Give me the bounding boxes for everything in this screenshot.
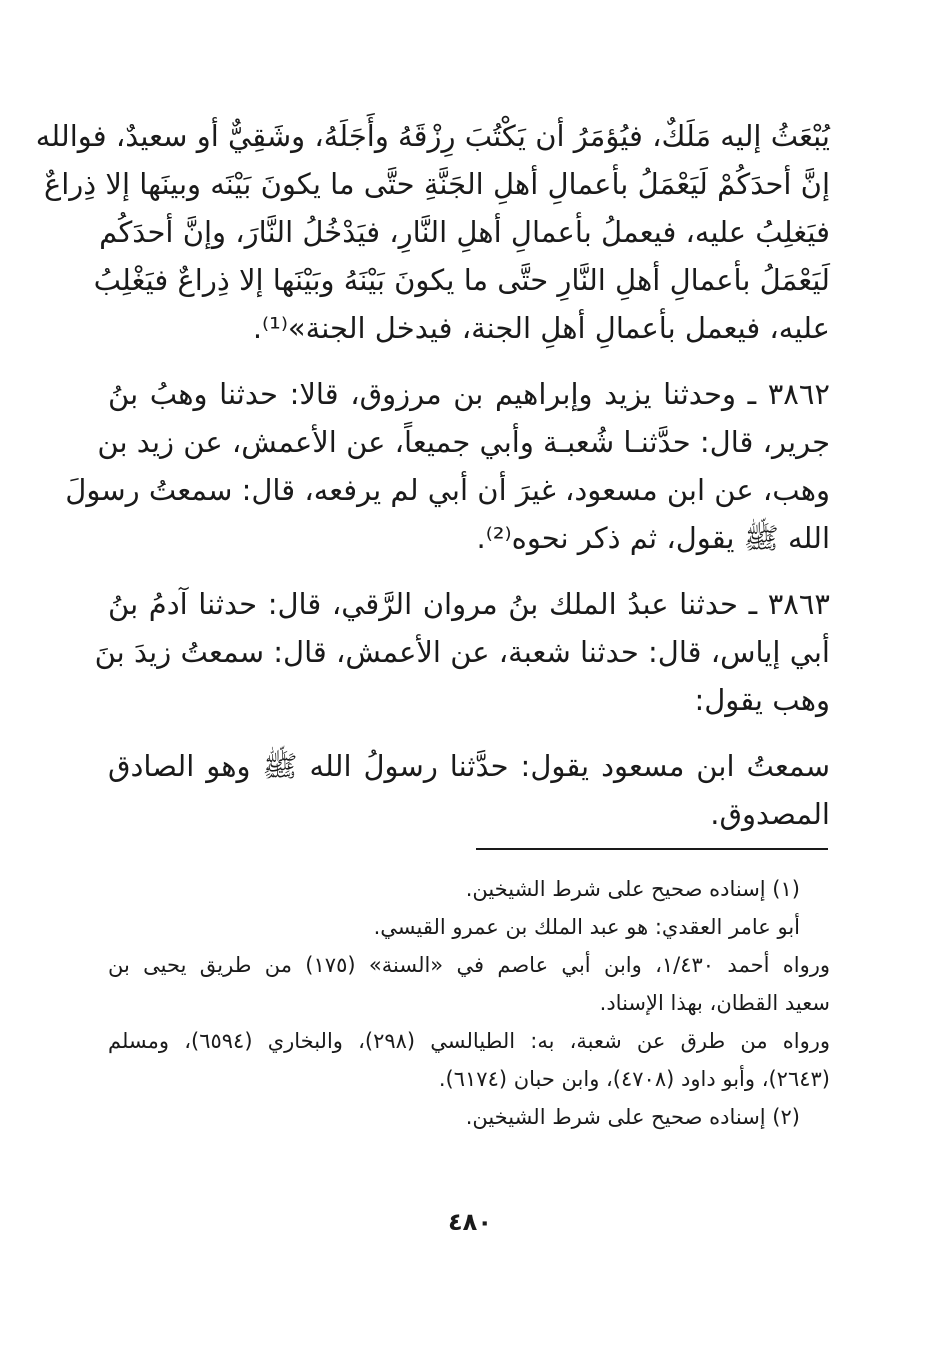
footnote-separator bbox=[476, 848, 828, 850]
text-line: وهب يقول: bbox=[694, 683, 830, 717]
paragraph-continuation bbox=[35, 112, 830, 352]
footnote-1: (١) إسناده صحيح على شرط الشيخين. bbox=[465, 877, 800, 901]
hadith-3862 bbox=[65, 370, 830, 562]
footnotes-block bbox=[108, 870, 830, 1136]
text-line: لَيَعْمَلُ بأعمالِ أهلِ النَّارِ حتَّى ما يكونَ بَيْنَهُ وبَيْنَها إلا ذِراعٌ فيَغْلِبُ bbox=[93, 263, 830, 297]
footnote-line: ورواه من طرق عن شعبة، به: الطيالسي (٢٩٨)، والبخاري (٦٥٩٤)، ومسلم bbox=[108, 1029, 831, 1053]
main-text-block bbox=[35, 112, 830, 838]
text-line: الله ﷺ يقول، ثم ذكر نحوه⁽²⁾. bbox=[476, 521, 830, 555]
text-line: سمعتُ ابن مسعود يقول: حدَّثنا رسولُ الله ﷺ وهو الصادق bbox=[108, 749, 830, 783]
text-line: جرير، قال: حدَّثنـا شُعبـة وأبي جميعاً، عن الأعمش، عن زيد بن bbox=[97, 425, 830, 459]
text-line: إنَّ أحدَكُمْ لَيَعْمَلُ بأعمالِ أهلِ الجَنَّةِ حتَّى ما يكونَ بَيْنَه وبينَها إلا ذِراعٌ bbox=[43, 167, 830, 201]
footnote-line: سعيد القطان، بهذا الإسناد. bbox=[599, 991, 830, 1015]
footnote-line: ورواه أحمد ١/٤٣٠، وابن أبي عاصم في «السنة» (١٧٥) من طريق يحيى بن bbox=[108, 953, 831, 977]
text-line: يُبْعَثُ إليه مَلَكٌ، فيُؤمَرُ أن يَكْتُبَ رِزْقَهُ وأَجَلَهُ، وشَقِيٌّ أو سعيدٌ، فوالله bbox=[35, 119, 830, 153]
text-line: فيَغلِبُ عليه، فيعملُ بأعمالِ أهلِ النَّارِ، فيَدْخُلُ النَّارَ، وإنَّ أحدَكُم bbox=[99, 215, 830, 249]
paragraph-gap bbox=[108, 352, 830, 370]
text-line: أبي إياس، قال: حدثنا شعبة، عن الأعمش، قال: سمعتُ زيدَ بنَ bbox=[94, 635, 830, 669]
footnote-line: أبو عامر العقدي: هو عبد الملك بن عمرو القيسي. bbox=[373, 915, 800, 939]
paragraph-gap bbox=[108, 724, 830, 742]
hadith-3863-text bbox=[108, 742, 830, 838]
text-line: ٣٨٦٢ ـ وحدثنا يزيد وإبراهيم بن مرزوق، قالا: حدثنا وهبُ بنُ bbox=[108, 377, 830, 411]
paragraph-gap bbox=[108, 562, 830, 580]
hadith-3863 bbox=[94, 580, 830, 724]
text-line: المصدوق. bbox=[710, 797, 830, 831]
footnote-2: (٢) إسناده صحيح على شرط الشيخين. bbox=[465, 1105, 800, 1129]
footnote-line: (٢٦٤٣)، وأبو داود (٤٧٠٨)، وابن حبان (٦١٧٤). bbox=[438, 1067, 830, 1091]
page-number: ٤٨٠ bbox=[448, 1208, 492, 1236]
text-line: وهب، عن ابن مسعود، غيرَ أن أبي لم يرفعه، قال: سمعتُ رسولَ bbox=[65, 473, 830, 507]
text-line: عليه، فيعمل بأعمالِ أهلِ الجنة، فيدخل الجنة»⁽¹⁾. bbox=[252, 311, 830, 345]
text-line: ٣٨٦٣ ـ حدثنا عبدُ الملك بنُ مروان الرَّقي، قال: حدثنا آدمُ بنُ bbox=[108, 587, 830, 621]
